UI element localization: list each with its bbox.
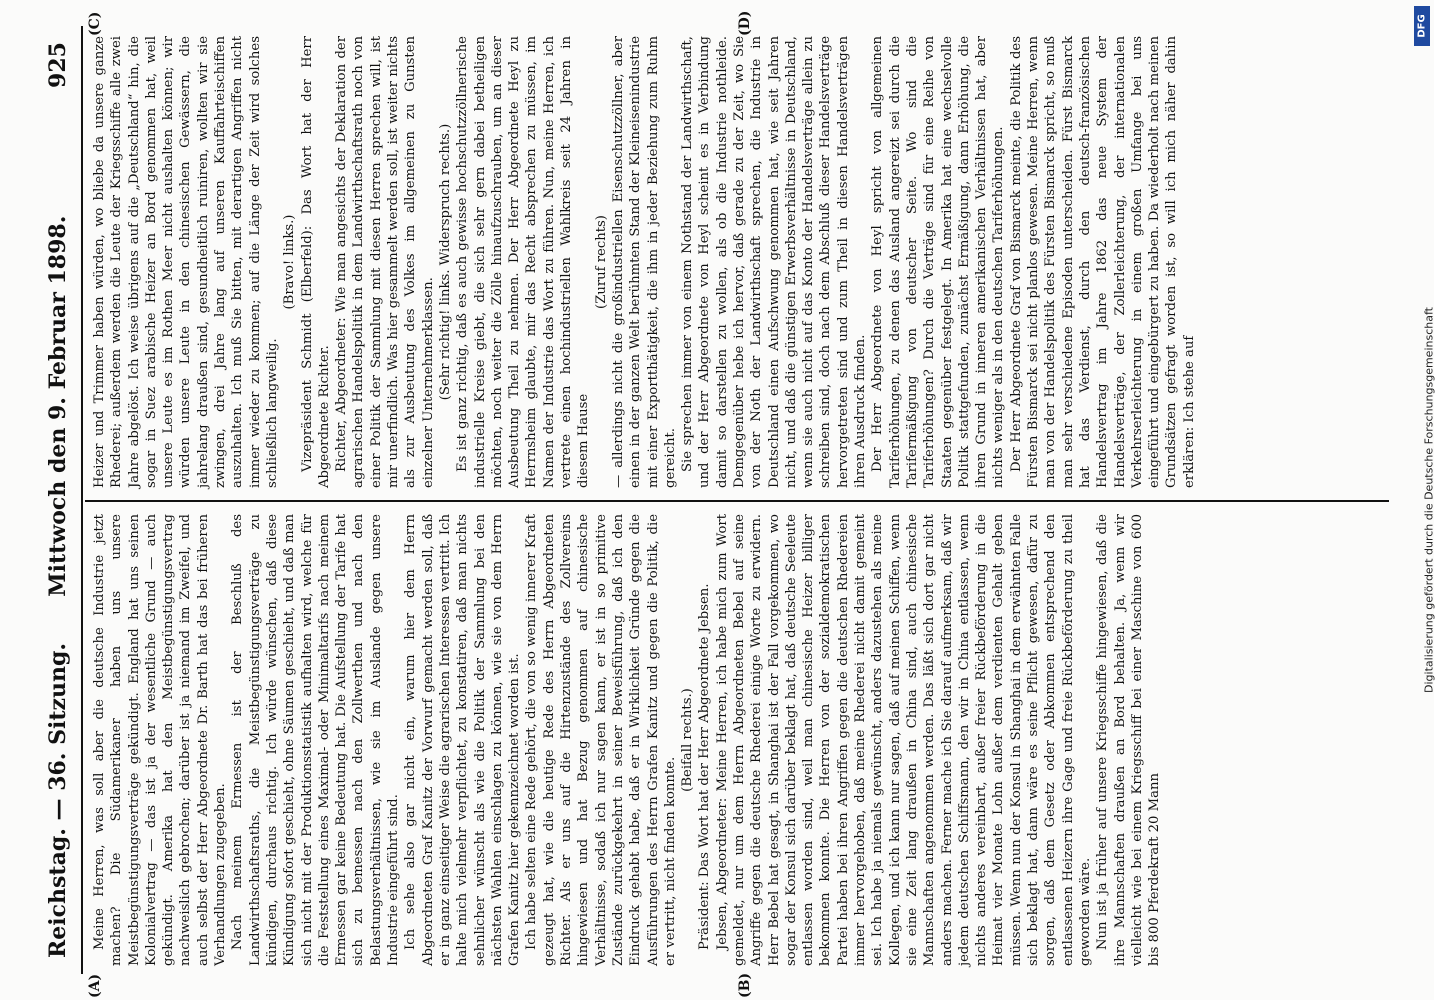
paragraph: — allerdings nicht die großindustriellen Eisenschutzzöllner, aber einen in der ganzen Welt berühmten Stand der Kleineisenindustrie mit einer Exportthätigkeit, die ihm in jeder Beziehung zum Ruhm gereicht. [610,36,678,488]
header-date [45,42,71,597]
header-date-text: Mittwoch den 9. Februar 1898. [45,215,71,597]
paragraph: Ich sehe also gar nicht ein, warum hier dem Herrn Abgeordneten Graf Kanitz der Vorwurf gemacht werden soll, daß er in ganz einseitiger Weise die agrarischen Interessen vertritt. Ich halte mich vielmehr verpflichtet, zu konstatiren, daß man nichts sehnlicher wünscht als wie die Politik der Sammlung bei den nächsten Wahlen einschlagen zu können, wie sie von dem Herrn Grafen Kanitz hier gekennzeichnet worden ist. [403,514,523,966]
header-session-title: Reichstag. — 36. Sitzung. [45,642,71,958]
dfg-logo [1414,6,1430,46]
paragraph: Nun ist ja früher auf unsere Kriegsschiffe hingewiesen, daß die ihre Mannschaften draußen an Bord behalten. Ja, wenn wir vielleicht wie bei einem Kriegsschiff bei einer Maschine von 600 bis 800 Pferdekraft 20 Mann [1095,514,1163,966]
column-divider [85,500,1389,502]
interjection: (Bravo! links.) [282,214,298,310]
paragraph: Es ist ganz richtig, daß es auch gewisse hochschutzzöllnerische industrielle Kreise giebt, die sich sehr gern dabei betheiligen möchten, noch weiter die Zölle hinaufzuschrauben, um an dieser Ausbeutung Theil zu nehmen. Der Herr Abgeordnete Heyl zu Herrnsheim glaubte, mir das Recht absprechen zu müssen, im Namen der Industrie das Wort zu führen. Nun, meine Herren, ich vertrete einen hochindustriellen Wahlkreis seit 24 Jahren in diesem Hause [455,36,592,488]
right-column [91,36,1198,488]
speaker-paragraph: Vizepräsident Schmidt (Elberfeld): Das Wort hat der Herr Abgeordnete Richter. [299,36,332,488]
paragraph: Sie sprechen immer von einem Nothstand der Landwirthschaft, und der Herr Abgeordnete von Heyl scheint es in Verbindung damit so darstellen zu wollen, als ob die Industrie nothleide. Demgegenüber hebe ich hervor, daß gerade zu der Zeit, wo Sie von der Noth der Landwirthschaft sprechen, die Industrie in Deutschland einen Aufschwung genommen hat, wie seit Jahren nicht, und daß die günstigen Erwerbsverhältnisse in Deutschland, wenn sie auch nicht auf das Konto der Handelsverträge allein zu schreiben sind, doch nach dem Abschluß dieser Handelsverträge hervorgetreten sind und zum Theil in diesen Handelsverträgen ihren Ausdruck finden. [680,36,869,488]
header-rule [81,26,83,974]
paragraph: Ich habe selten eine Rede gehört, die von so wenig innerer Kraft gezeugt hat, wie die heutige Rede des Herrn Abgeordneten Richter. Als er uns auf die Hirtenzustände des Zollvereins hingewiesen und hat Bezug genommen auf chinesische Verhältnisse, sodaß ich nur sagen kann, er ist in so primitive Zustände zurückgekehrt in seiner Beweisführung, daß ich den Eindruck gehabt habe, daß er in Wirklichkeit Gründe gegen die Ausführungen des Herrn Grafen Kanitz und gegen die Politik, die er vertritt, nicht finden konnte. [524,514,678,966]
digitization-credit [1414,0,1444,1000]
interjection: (Zuruf rechts) [593,215,609,309]
paragraph: Der Herr Abgeordnete von Heyl spricht von allgemeinen Tariferhöhungen, zu denen das Ausland angereizt sei durch die Tarifermäßigung von deutscher Seite. Wo sind die Tariferhöhungen? Durch die Verträge sind für eine Reihe von Staaten gegenüber festgelegt. In Amerika hat eine wechselvolle Politik stattgefunden, zunächst Ermäßigung, dann Erhöhung, die ihren Grund in inneren amerikanischen Verhältnissen hat, aber nichts weniger als in den deutschen Tariferhöhungen. [870,36,1007,488]
speaker-paragraph: Jebsen, Abgeordneter: Meine Herren, ich habe mich zum Wort gemeldet, nur um dem Herrn Abgeordneten Bebel auf seine Angriffe gegen die deutsche Rhederei einige Worte zu erwidern. Herr Bebel hat gesagt, in Shanghai ist der Fall vorgekommen, wo sogar der Konsul sich darüber beklagt hat, daß deutsche Seeleute entlassen worden sind, weil man chinesische Heizer billiger bekommen konnte. Die Herren von der sozialdemokratischen Partei haben bei ihren Angriffen gegen die deutschen Rhedereien immer hervorgehoben, daß meine Rhederei nicht damit gemeint sei. Ich habe ja niemals gewünscht, anders dazustehen als meine Kollegen, und ich kann nur sagen, daß auf meinen Schiffen, wenn sie eine Zeit lang draußen in China sind, auch chinesische Mannschaften angenommen werden. Das läßt sich dort gar nicht anders machen. Ferner mache ich Sie darauf aufmerksam, daß wir jedem deutschen Schiffsmann, den wir in China entlassen, wenn nichts anderes vereinbart, außer freier Rückbeförderung in die Heimat vier Monate Lohn außer dem verdienten Gehalt geben müssen. Wenn nun der Konsul in Shanghai in dem erwähnten Falle sich beklagt hat, dann wäre es seine Pflicht gewesen, dafür zu sorgen, daß dem Gesetz oder Abkommen entsprechend den entlassenen Heizern ihre Gage und freie Rückbeförderung zu theil geworden wäre. [714,514,1093,966]
paragraph: Der Herr Abgeordnete Graf von Bismarck meinte, die Politik des Fürsten Bismarck sei nicht planlos gewesen. Meine Herren, wenn man von der Handelspolitik des Fürsten Bismarck spricht, so muß man sehr verschiedene Episoden unterscheiden. Fürst Bismarck hat das Verdienst, durch den deutsch-französischen Handelsvertrag im Jahre 1862 das neue System der Handelsverträge, der Zollerleichterung, der internationalen Verkehrserleichterung in einem großen Umfange bei uns eingeführt und eingebürgert zu haben. Da wiederholt nach meinen Grundsätzen gefragt worden ist, so will ich mich näher dahin erklären: Ich stehe auf [1008,36,1197,488]
digitization-credit-text: Digitalisierung gefördert durch die Deutsche Forschungsgemeinschaft [1422,307,1436,693]
page-header [43,32,83,968]
speaker-paragraph: Präsident: Das Wort hat der Herr Abgeordnete Jebsen. [697,583,713,950]
margin-marker-d: (D) [737,10,753,36]
margin-marker-b: (B) [737,972,753,998]
dfg-logo-text: DFG [1416,14,1428,38]
margin-marker-a: (A) [87,973,103,998]
paragraph: Heizer und Trimmer haben würden, wo bliebe da unsere ganze Rhederei; außerdem werden die Leute der Kriegsschiffe alle zwei Jahre abgelöst. Ich weise übrigens auf die „Deutschland“ hin, die sogar in Suez arabische Heizer an Bord genommen hat, weil unsere Leute es im Rothen Meer nicht aushalten können; wir würden unsere Leute in den chinesischen Gewässern, die jahrelang draußen sind, gesundheitlich ruiniren, wollten wir sie zwingen, drei Jahre lang auf unseren Kauffahrteischiffen auszuhalten. Ich muß Sie bitten, mit derartigen Angriffen nicht immer wieder zu kommen; auf die Länge der Zeit wird solches schließlich langweilig. [92,36,280,488]
margin-marker-c: (C) [87,11,103,36]
page-number: 925 [45,42,71,88]
rotated-page-canvas [37,10,1397,998]
paragraph: Meine Herren, was soll aber die deutsche Industrie jetzt machen? Die Südamerikaner haben uns unsere Meistbegünstigungsverträge gekündigt. England hat uns seinen Kolonialvertrag — das ist ja der wesentliche Grund — auch gekündigt. Amerika hat den Meistbegünstigungsvertrag nachweislich gebrochen; darüber ist ja niemand im Zweifel, und auch selbst der Herr Abgeordnete Dr. Barth hat das bei früheren Verhandlungen zugegeben. [92,514,229,966]
paragraph: Nach meinem Ermessen ist der Beschluß des Landwirthschaftsraths, die Meistbegünstigungsverträge zu kündigen, durchaus richtig. Ich würde wünschen, daß diese Kündigung sofort geschieht, ohne Säumen geschieht, und daß man sich nicht mit der Produktionsstatistik aufhalten wird, welche für die Feststellung eines Maximal- oder Minimaltarifs nach meinem Ermessen gar keine Bedeutung hat. Die Aufstellung der Tarife hat sich zu bemessen nach den Zollwerthen und nach den Belastungsverhältnissen, wie sie im Auslande gegen unsere Industrie eingeführt sind. [230,514,402,966]
left-column [91,514,1163,966]
interjection: (Sehr richtig! links. Widerspruch rechts.) [437,123,453,401]
interjection: (Beifall rechts.) [680,688,696,792]
speaker-paragraph: Richter, Abgeordneter: Wie man angesichts der Deklaration der agrarischen Handelspolitik in dem Landwirthschaftsrath noch von einer Politik der Sammlung mit diesen Herren sprechen will, ist mir unerfindlich. Was hier gesammelt werden soll, ist weiter nichts als zur Ausbeutung des Volkes im allgemeinen zu Gunsten einzelner Unternehmerklassen. [334,36,436,488]
